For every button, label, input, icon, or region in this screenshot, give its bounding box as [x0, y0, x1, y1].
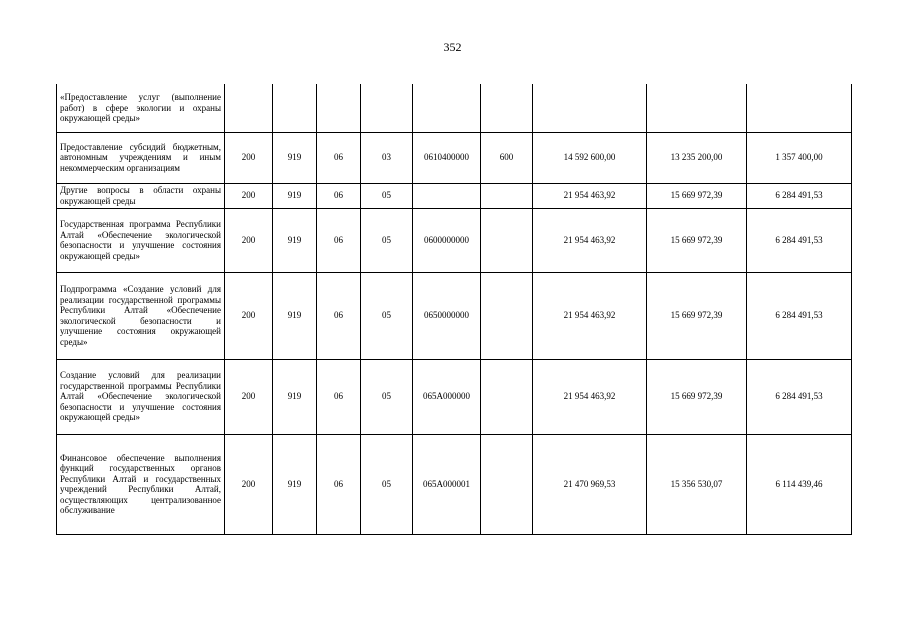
row-name-cell: Другие вопросы в области охраны окружающей среды — [57, 183, 225, 208]
ministry-code-cell: 919 — [273, 208, 317, 272]
ministry-code-cell: 919 — [273, 272, 317, 359]
amount-3-cell: 1 357 400,00 — [747, 132, 852, 183]
grbs-cell: 200 — [225, 183, 273, 208]
section-cell: 06 — [317, 132, 361, 183]
grbs-cell: 200 — [225, 359, 273, 434]
target-article-cell: 0600000000 — [413, 208, 481, 272]
table-row — [57, 359, 852, 434]
target-article-cell: 065А000000 — [413, 359, 481, 434]
amount-1-cell: 14 592 600,00 — [533, 132, 647, 183]
amount-1-cell: 21 954 463,92 — [533, 359, 647, 434]
amount-2-cell: 15 356 530,07 — [647, 434, 747, 534]
grbs-cell: 200 — [225, 208, 273, 272]
row-name-cell: Создание условий для реализации государственной программы Республики Алтай «Обеспечение экологической безопасности и улучшение состояния окружающей среды» — [57, 359, 225, 434]
amount-2-cell: 15 669 972,39 — [647, 208, 747, 272]
expense-type-cell: 600 — [481, 132, 533, 183]
grbs-cell: 200 — [225, 272, 273, 359]
ministry-code-cell: 919 — [273, 434, 317, 534]
row-name-cell: Финансовое обеспечение выполнения функций государственных органов Республики Алтай и государственных учреждений Республики Алтай, осуществляющих централизованное обслуживание — [57, 434, 225, 534]
table-row — [57, 183, 852, 208]
amount-3-cell: 6 284 491,53 — [747, 183, 852, 208]
ministry-code-cell: 919 — [273, 132, 317, 183]
ministry-code-cell: 919 — [273, 183, 317, 208]
table-row — [57, 272, 852, 359]
amount-2-cell: 15 669 972,39 — [647, 359, 747, 434]
table-row — [57, 208, 852, 272]
target-article-cell: 0650000000 — [413, 272, 481, 359]
amount-3-cell: 6 284 491,53 — [747, 208, 852, 272]
target-article-cell — [413, 84, 481, 132]
expense-type-cell — [481, 359, 533, 434]
expense-type-cell — [481, 272, 533, 359]
subsection-cell: 05 — [361, 183, 413, 208]
amount-3-cell: 6 284 491,53 — [747, 359, 852, 434]
amount-1-cell: 21 954 463,92 — [533, 183, 647, 208]
row-name-cell: Государственная программа Республики Алтай «Обеспечение экологической безопасности и улучшение состояния окружающей среды» — [57, 208, 225, 272]
amount-2-cell: 15 669 972,39 — [647, 183, 747, 208]
grbs-cell — [225, 84, 273, 132]
section-cell: 06 — [317, 183, 361, 208]
row-name-cell: Предоставление субсидий бюджетным, автономным учреждениям и иным некоммерческим организациям — [57, 132, 225, 183]
amount-1-cell: 21 470 969,53 — [533, 434, 647, 534]
amount-1-cell: 21 954 463,92 — [533, 208, 647, 272]
subsection-cell: 05 — [361, 208, 413, 272]
section-cell: 06 — [317, 208, 361, 272]
subsection-cell: 05 — [361, 434, 413, 534]
budget-table — [56, 84, 852, 535]
target-article-cell — [413, 183, 481, 208]
amount-3-cell: 6 284 491,53 — [747, 272, 852, 359]
table-row — [57, 434, 852, 534]
subsection-cell: 03 — [361, 132, 413, 183]
expense-type-cell — [481, 84, 533, 132]
amount-1-cell: 21 954 463,92 — [533, 272, 647, 359]
section-cell: 06 — [317, 359, 361, 434]
expense-type-cell — [481, 183, 533, 208]
row-name-cell: Подпрограмма «Создание условий для реализации государственной программы Республики Алтай «Обеспечение экологической безопасности и улучшение состояния окружающей среды» — [57, 272, 225, 359]
subsection-cell — [361, 84, 413, 132]
subsection-cell: 05 — [361, 359, 413, 434]
target-article-cell: 0610400000 — [413, 132, 481, 183]
subsection-cell: 05 — [361, 272, 413, 359]
amount-3-cell: 6 114 439,46 — [747, 434, 852, 534]
section-cell — [317, 84, 361, 132]
amount-3-cell — [747, 84, 852, 132]
target-article-cell: 065А000001 — [413, 434, 481, 534]
page-number: 352 — [443, 40, 462, 54]
amount-1-cell — [533, 84, 647, 132]
section-cell: 06 — [317, 272, 361, 359]
grbs-cell: 200 — [225, 434, 273, 534]
expense-type-cell — [481, 208, 533, 272]
amount-2-cell — [647, 84, 747, 132]
amount-2-cell: 15 669 972,39 — [647, 272, 747, 359]
grbs-cell: 200 — [225, 132, 273, 183]
section-cell: 06 — [317, 434, 361, 534]
table-row — [57, 84, 852, 132]
ministry-code-cell: 919 — [273, 359, 317, 434]
table-row — [57, 132, 852, 183]
expense-type-cell — [481, 434, 533, 534]
amount-2-cell: 13 235 200,00 — [647, 132, 747, 183]
row-name-cell: «Предоставление услуг (выполнение работ) в сфере экологии и охраны окружающей среды» — [57, 84, 225, 132]
ministry-code-cell — [273, 84, 317, 132]
